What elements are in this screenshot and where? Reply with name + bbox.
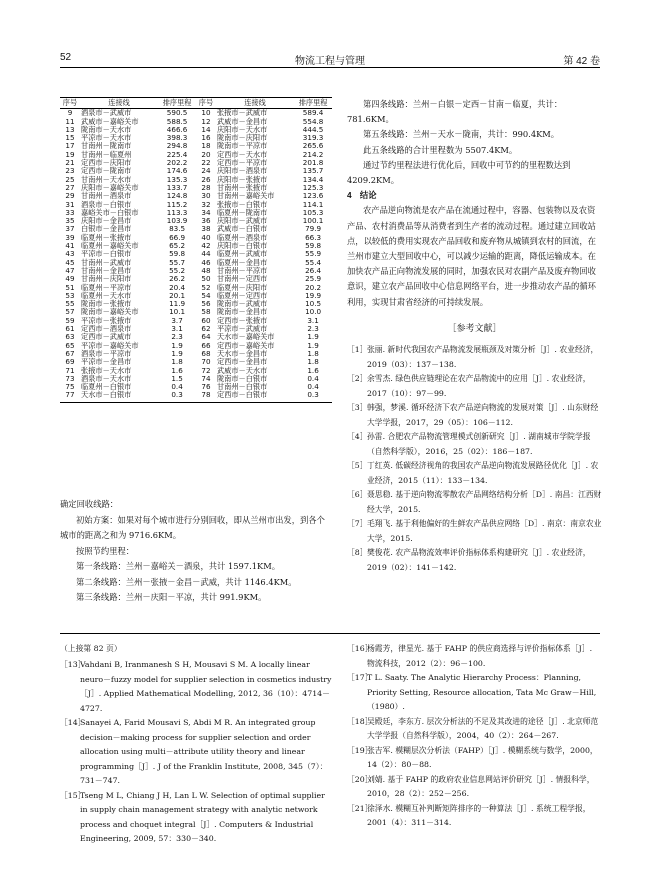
table-cell: 125.3 — [302, 182, 324, 192]
table-cell: 0.3 — [294, 391, 332, 402]
table-cell: 甘南州－金昌市 — [81, 265, 132, 275]
section-heading: 4 结论 — [347, 190, 377, 201]
table-cell: 26 — [201, 174, 211, 184]
table-cell: 定西市－平凉市 — [216, 158, 268, 168]
table-cell: 29 — [65, 191, 75, 201]
table-cell: 71 — [65, 365, 75, 375]
reference-item — [347, 773, 602, 802]
table-cell: 平凉市－武威市 — [216, 324, 268, 334]
table-cell: 50 — [201, 274, 211, 284]
table-cell: 398.3 — [166, 133, 188, 143]
journal-title: 物流工程与管理 — [295, 56, 365, 67]
table-cell: 武威市－白银市 — [216, 224, 268, 234]
table-cell: 100.1 — [302, 216, 324, 226]
reference-item — [347, 343, 602, 372]
table-cell: 甘南州－陇南市 — [81, 141, 132, 151]
table-cell: 定西市－庆阳市 — [81, 158, 132, 168]
table-cell: 庆阳市－嘉峪关市 — [81, 182, 139, 192]
paragraph: 按照节约里程： — [76, 545, 135, 556]
reference-number: ［7］ — [347, 519, 368, 529]
paragraph: 第一条线路：兰州－嘉峪关－酒泉，共计 1597.1KM。 — [76, 561, 281, 571]
table-cell: 甘南州－平凉市 — [216, 265, 268, 275]
table-cell: 38 — [201, 224, 211, 234]
table-cell: 58 — [201, 307, 211, 317]
table-cell: 甘南州－临夏州 — [81, 149, 132, 159]
table-cell: 31 — [65, 199, 75, 209]
references-list — [347, 642, 602, 831]
table-cell: 武威市－天水市 — [216, 365, 268, 375]
table-cell: 55 — [65, 299, 75, 309]
table-cell: 临夏州－庆阳市 — [216, 282, 268, 292]
reference-text: 张吉军. 模糊层次分析法（FAHP）［J］. 模糊系统与数学，2000，14（2）：80－88. — [367, 745, 598, 769]
reference-item — [60, 658, 332, 716]
table-cell: 1.5 — [171, 373, 183, 383]
volume-label: 第 42 卷 — [563, 56, 600, 67]
table-cell: 武威市－金昌市 — [216, 116, 268, 126]
table-cell: 66.3 — [305, 232, 322, 242]
table-cell: 10 — [201, 108, 211, 118]
reference-item — [347, 715, 602, 744]
reference-number: ［21］ — [347, 803, 373, 813]
table-cell: 77 — [60, 391, 80, 402]
table-cell: 20.1 — [169, 290, 186, 300]
table-cell: 1.9 — [307, 332, 319, 342]
reference-number: ［20］ — [347, 774, 373, 784]
table-cell: 30 — [201, 191, 211, 201]
reference-text: Tseng M L, Chiang J H, Lan L W. Selection of optimal supplier in supply chain management strategy with analytic network process and choquet integral［J］. Computers & Industrial Engineering, 2009, 57：330－340. — [80, 790, 325, 844]
table-cell: 1.8 — [307, 357, 319, 367]
table-cell: 酒泉市－白银市 — [81, 199, 132, 209]
table-cell: 3.7 — [171, 315, 183, 325]
table-row — [60, 391, 332, 402]
table-cell: 1.9 — [171, 340, 183, 350]
table-cell: 37 — [65, 224, 75, 234]
table-cell: 55.4 — [305, 257, 322, 267]
reference-number: ［3］ — [347, 403, 368, 413]
table-cell: 21 — [65, 158, 75, 168]
table-cell: 40 — [201, 232, 211, 242]
table-cell: 78 — [196, 391, 216, 402]
reference-item — [347, 459, 602, 488]
table-cell: 27 — [65, 182, 75, 192]
section-divider — [60, 633, 600, 634]
table-cell: 41 — [65, 241, 75, 251]
paragraph: 初始方案：如果对每个城市进行分别回收，即从兰州市出发，到各个城市的距离之和为 9716.6KM。 — [60, 514, 325, 540]
table-cell: 酒泉市－天水市 — [81, 373, 132, 383]
table-cell: 甘南州－酒泉市 — [81, 191, 132, 201]
table-cell: 20.2 — [305, 282, 322, 292]
table-cell: 64 — [201, 332, 211, 342]
table-header-cell: 排序里程 — [158, 98, 196, 109]
table-cell: 平凉市－金昌市 — [81, 357, 132, 367]
table-cell: 临夏州－张掖市 — [81, 232, 132, 242]
table-cell: 13 — [65, 124, 75, 134]
table-cell: 47 — [65, 265, 75, 275]
reference-text: 樊俊花. 农产品物流效率评价指标体系构建研究［J］. 农业经济，2019（02）：141－142. — [367, 548, 591, 572]
table-cell: 张掖市－武威市 — [216, 108, 268, 118]
table-cell: 武威市－嘉峪关市 — [81, 116, 139, 126]
reference-item — [347, 372, 602, 401]
table-cell: 123.6 — [302, 191, 324, 201]
table-cell: 23 — [65, 166, 75, 176]
continued-label: （上接第 82 页） — [60, 644, 122, 653]
table-cell: 1.8 — [171, 357, 183, 367]
table-cell: 甘南州－天水市 — [81, 174, 132, 184]
table-cell: 嘉峪关市－白银市 — [81, 207, 139, 217]
table-cell: 133.7 — [166, 182, 188, 192]
table-cell: 25.9 — [305, 274, 322, 284]
table-cell: 49 — [65, 274, 75, 284]
reference-text: 丁红英. 低碳经济视角的我国农产品逆向物流发展路径优化［J］. 农业经济，2015（11）：133－134. — [367, 461, 599, 485]
reference-item — [347, 488, 602, 517]
table-cell: 19.9 — [305, 290, 322, 300]
table-cell: 55.7 — [169, 257, 186, 267]
reference-number: ［4］ — [347, 432, 368, 442]
table-cell: 3.1 — [307, 315, 319, 325]
reference-item — [347, 401, 602, 430]
reference-item — [347, 802, 602, 831]
table-cell: 0.4 — [307, 373, 319, 383]
table-cell: 庆阳市－武威市 — [216, 216, 268, 226]
references-list — [347, 343, 602, 575]
table-cell: 10.0 — [305, 307, 322, 317]
table-cell: 45 — [65, 257, 75, 267]
reference-number: ［6］ — [347, 490, 368, 500]
table-cell: 庆阳市－金昌市 — [81, 216, 132, 226]
table-cell: 16 — [201, 133, 211, 143]
table-cell: 14 — [201, 124, 211, 134]
table-cell: 75 — [65, 382, 75, 392]
reference-number: ［13］ — [60, 660, 86, 670]
table-cell: 59.8 — [305, 241, 322, 251]
reference-text: 毛翔飞. 基于利他偏好的生鲜农产品供应网络［D］. 南京：南京农业大学，2015. — [367, 519, 602, 543]
table-cell: 74 — [201, 373, 211, 383]
reference-item — [347, 671, 602, 715]
reference-number: ［19］ — [347, 745, 373, 755]
table-cell: 17 — [65, 141, 75, 151]
references-list — [60, 658, 332, 847]
table-header-cell: 序号 — [60, 98, 80, 109]
table-cell: 天水市－嘉峪关市 — [216, 332, 275, 342]
table-header-cell: 排序里程 — [294, 98, 332, 109]
table-cell: 70 — [201, 357, 211, 367]
reference-item — [347, 430, 602, 459]
table-cell: 43 — [65, 249, 75, 259]
table-cell: 2.3 — [171, 332, 183, 342]
table-cell: 0.3 — [158, 391, 196, 402]
table-cell: 57 — [65, 307, 75, 317]
table-cell: 临夏州－金昌市 — [216, 257, 268, 267]
table-cell: 76 — [201, 382, 211, 392]
table-cell: 10.5 — [305, 299, 322, 309]
reference-number: ［14］ — [60, 718, 86, 728]
table-cell: 定西市－嘉峪关市 — [216, 340, 275, 350]
table-cell: 庆阳市－酒泉市 — [216, 166, 268, 176]
table-cell: 酒泉市－武威市 — [81, 108, 132, 118]
table-cell: 天水市－金昌市 — [216, 348, 268, 358]
table-cell: 平凉市－白银市 — [81, 249, 132, 259]
table-cell: 11.9 — [169, 299, 186, 309]
paragraph: 第四条线路：兰州－白银－定西－甘南－临夏，共计：781.6KM。 — [347, 99, 563, 125]
reference-text: 杨霞芳，律星光. 基于 FAHP 的供应商选择与评价指标体系［J］. 物流科技，2012（2）：96－100. — [367, 644, 593, 668]
table-cell: 265.6 — [302, 141, 324, 151]
table-cell: 平凉市－嘉峪关市 — [81, 340, 139, 350]
table-cell: 225.4 — [166, 149, 188, 159]
reference-number: ［17］ — [347, 673, 373, 682]
table-cell: 22 — [201, 158, 211, 168]
table-cell: 46 — [201, 257, 211, 267]
table-cell: 20.4 — [169, 282, 186, 292]
table-cell: 陇南市－天水市 — [81, 124, 132, 134]
reference-item — [347, 642, 602, 671]
table-cell: 庆阳市－白银市 — [216, 241, 268, 251]
table-cell: 12 — [201, 116, 211, 126]
table-cell: 68 — [201, 348, 211, 358]
table-cell: 83.5 — [169, 224, 186, 234]
table-cell: 庆阳市－张掖市 — [216, 174, 268, 184]
table-cell: 张掖市－天水市 — [81, 365, 132, 375]
reference-item — [60, 716, 332, 789]
table-cell: 63 — [65, 332, 75, 342]
table-cell: 294.8 — [166, 141, 188, 151]
table-cell: 临夏州－天水市 — [81, 290, 132, 300]
table-cell: 临夏州－陇南市 — [216, 207, 268, 217]
reference-number: ［15］ — [60, 790, 86, 800]
paragraph: 通过节约里程法进行优化后，回收中可节约的里程数达到 4209.2KM。 — [347, 159, 571, 186]
table-cell: 66.9 — [169, 232, 186, 242]
table-cell: 26.4 — [305, 265, 322, 275]
reference-number: ［16］ — [347, 644, 373, 653]
table-cell: 定西市－金昌市 — [216, 357, 268, 367]
table-cell: 59 — [65, 315, 75, 325]
table-cell: 11 — [65, 116, 75, 126]
reference-item — [347, 744, 602, 773]
reference-number: ［18］ — [347, 716, 373, 726]
table-cell: 陇南市－庆阳市 — [216, 133, 268, 143]
table-cell: 25 — [65, 174, 75, 184]
table-cell: 34 — [201, 207, 211, 217]
table-cell: 135.3 — [166, 174, 188, 184]
table-cell: 201.8 — [302, 158, 324, 168]
table-cell: 1.9 — [307, 340, 319, 350]
table-cell: 134.4 — [302, 174, 324, 184]
table-cell: 定西市－张掖市 — [216, 315, 268, 325]
header-rule — [60, 67, 600, 68]
table-cell: 214.2 — [302, 149, 324, 159]
table-cell: 39 — [65, 232, 75, 242]
table-cell: 55.9 — [305, 249, 322, 259]
reference-item — [60, 789, 332, 847]
table-cell: 2.3 — [307, 324, 319, 334]
table-cell: 酒泉市－平凉市 — [81, 348, 132, 358]
table-cell: 15 — [65, 133, 75, 143]
table-cell: 33 — [65, 207, 75, 217]
table-cell: 103.9 — [166, 216, 188, 226]
table-cell: 张掖市－白银市 — [216, 199, 268, 209]
continued-references-right — [347, 642, 602, 831]
table-cell: 26.2 — [169, 274, 186, 284]
table-cell: 65 — [65, 340, 75, 350]
table-cell: 甘南州－张掖市 — [216, 182, 268, 192]
table-cell: 59.8 — [169, 249, 186, 259]
table-cell: 48 — [201, 265, 211, 275]
reference-item — [347, 517, 602, 546]
table-cell: 定西市－白银市 — [216, 391, 294, 402]
reference-number: ［8］ — [347, 548, 368, 558]
reference-number: ［2］ — [347, 374, 368, 384]
table-cell: 202.2 — [166, 158, 188, 168]
table-cell: 65.2 — [169, 241, 186, 251]
reference-text: 徐泽水. 模糊互补判断矩阵排序的一种算法［J］. 系统工程学报，2001（4）：311－314. — [367, 803, 591, 827]
paragraph: 第五条线路：兰州－天水－陇南，共计：990.4KM。 — [363, 129, 560, 140]
table-cell: 72 — [201, 365, 211, 375]
table-header-row — [60, 98, 332, 109]
table-cell: 平凉市－天水市 — [81, 133, 132, 143]
table-cell: 0.4 — [171, 382, 183, 392]
table-cell: 174.6 — [166, 166, 188, 176]
reference-number: ［1］ — [347, 345, 368, 355]
reference-item — [347, 546, 602, 575]
table-cell: 甘南州－庆阳市 — [81, 274, 132, 284]
table-cell: 庆阳市－天水市 — [216, 124, 268, 134]
table-cell: 32 — [201, 199, 211, 209]
table-cell: 113.3 — [166, 207, 188, 217]
table-header-cell: 序号 — [196, 98, 216, 109]
table-cell: 56 — [201, 299, 211, 309]
table-cell: 51 — [65, 282, 75, 292]
table-cell: 135.7 — [302, 166, 324, 176]
paragraph: 农产品逆向物流是农产品在流通过程中，容器、包装物以及农资产品、农村消费品等从消费者到生产者的流动过程。通过建立回收站点，以较低的费用实现农产品回收和废弃物从城镇到农村的回流，在兰州市建立大型回收中心，可以减少运输的距离，降低运输成本。在加快农产品正向物流发展的同时，加强农民对农副产品及废弃物回收意识，建立农产品回收中心信息网络平台，进一步推动农产品的循环利用，实现甘肃省经济的可持续发展。 — [347, 205, 596, 307]
table-header-cell: 连接线 — [80, 98, 158, 109]
table-cell: 天水市－白银市 — [80, 391, 158, 402]
table-cell: 589.4 — [302, 108, 324, 118]
reference-text: 余雪杰. 绿色供应链理论在农产品物流中的应用［J］. 农业经济，2017（10）：97－99. — [367, 374, 591, 398]
table-cell: 临夏州－酒泉市 — [216, 232, 268, 242]
table-cell: 9 — [67, 108, 73, 118]
table-cell: 55.2 — [169, 265, 186, 275]
table-cell: 319.3 — [302, 133, 324, 143]
table-cell: 19 — [65, 149, 75, 159]
table-cell: 1.8 — [307, 348, 319, 358]
table-cell: 590.5 — [166, 108, 188, 118]
table-cell: 36 — [201, 216, 211, 226]
table-cell: 陇南市－平凉市 — [216, 141, 268, 151]
table-cell: 115.2 — [166, 199, 188, 209]
table-cell: 1.6 — [307, 365, 319, 375]
references-title: ［参考文献］ — [447, 323, 502, 334]
table-cell: 定西市－天水市 — [216, 149, 268, 159]
table-cell: 甘南州－嘉峪关市 — [216, 191, 275, 201]
savings-table — [60, 97, 332, 403]
table-cell: 554.8 — [302, 116, 324, 126]
table-body — [60, 109, 332, 402]
table-cell: 466.6 — [166, 124, 188, 134]
reference-text: 聂思稳. 基于逆向物流零散农产品网络结构分析［D］. 南昌：江西财经大学，2015. — [367, 490, 602, 514]
table-cell: 53 — [65, 290, 75, 300]
table-cell: 52 — [201, 282, 211, 292]
table-cell: 69 — [65, 357, 75, 367]
table-cell: 定西市－武威市 — [81, 332, 132, 342]
table-cell: 临夏州－白银市 — [81, 382, 132, 392]
table-cell: 甘南州－白银市 — [216, 382, 268, 392]
paragraph: 确定回收线路： — [60, 499, 119, 509]
reference-text: 韩强，梦溪. 循环经济下农产品逆向物流的发展对策［J］. 山东财经大学学报，2017，29（05）：106－112. — [367, 403, 599, 427]
table-cell: 62 — [201, 324, 211, 334]
reference-text: Vahdani B, Iranmanesh S H, Mousavi S M. A locally linear neuro－fuzzy model for supplier selection in cosmetics industry［J］. Applied Mathematical Modelling, 2012, 36（10）：4714－4727. — [80, 660, 332, 713]
reference-text: 刘婧. 基于 FAHP 的政府农业信息网站评价研究［J］. 情报科学，2010，28（2）：252－256. — [367, 774, 595, 798]
table-cell: 66 — [201, 340, 211, 350]
table-cell: 124.8 — [166, 191, 188, 201]
table-cell: 588.5 — [166, 116, 188, 126]
table-cell: 79.9 — [305, 224, 322, 234]
table-cell: 临夏州－武威市 — [216, 249, 268, 259]
table-cell: 105.3 — [302, 207, 324, 217]
table-cell: 1.9 — [171, 348, 183, 358]
table-cell: 陇南市－张掖市 — [81, 299, 132, 309]
reference-number: ［5］ — [347, 461, 368, 471]
right-column — [347, 97, 602, 575]
table-cell: 24 — [201, 166, 211, 176]
table-cell: 73 — [65, 373, 75, 383]
reference-text: Sanayei A, Farid Mousavi S, Abdi M R. An integrated group decision－making process for supplier selection and order allocation using multi－attribute utility theory and linear programming［J］. J of the Franklin Institute, 2008, 345（7）：731－747. — [80, 718, 328, 786]
table-cell: 陇南市－武威市 — [216, 299, 268, 309]
table-cell: 114.1 — [302, 199, 324, 209]
table-cell: 1.6 — [171, 365, 183, 375]
continued-references-left — [60, 642, 332, 847]
table-cell: 18 — [201, 141, 211, 151]
table-cell: 平凉市－张掖市 — [81, 315, 132, 325]
table-cell: 陇南市－嘉峪关市 — [81, 307, 139, 317]
table-cell: 44 — [201, 249, 211, 259]
table-header-cell: 连接线 — [216, 98, 294, 109]
table-cell: 甘南州－定西市 — [216, 274, 268, 284]
table-cell: 陇南市－金昌市 — [216, 307, 268, 317]
table-cell: 20 — [201, 149, 211, 159]
page-number: 52 — [60, 52, 72, 63]
table-cell: 54 — [201, 290, 211, 300]
reference-text: T L. Saaty. The Analytic Hierarchy Process：Planning, Priority Setting, Resource allocation, Tata Mc Graw－Hill,（1980）. — [367, 673, 597, 711]
reference-text: 张丽. 新时代我国农产品物流发展瓶颈及对策分析［J］. 农业经济，2019（03）：137－138. — [367, 345, 599, 369]
table-cell: 定西市－陇南市 — [81, 166, 132, 176]
table-cell: 白银市－金昌市 — [81, 224, 132, 234]
table-cell: 临夏州－嘉峪关市 — [81, 241, 139, 251]
table-cell: 临夏州－平凉市 — [81, 282, 132, 292]
table-cell: 42 — [201, 241, 211, 251]
table-cell: 0.4 — [307, 382, 319, 392]
page-header — [60, 52, 600, 66]
table-cell: 60 — [201, 315, 211, 325]
table-cell: 35 — [65, 216, 75, 226]
paragraph: 第三条线路：兰州－庆阳－平凉，共计 991.9KM。 — [76, 592, 267, 602]
table-cell: 3.1 — [171, 324, 183, 334]
table-cell: 定西市－酒泉市 — [81, 324, 132, 334]
reference-text: 吴殿廷，李东方. 层次分析法的不足及其改进的途径［J］. 北京师范大学学报（自然科学版），2004，40（2）：264－267. — [367, 716, 599, 740]
table-cell: 临夏州－定西市 — [216, 290, 268, 300]
paragraph: 第二条线路：兰州－张掖－金昌－武威，共计 1146.4KM。 — [76, 576, 297, 587]
table-cell: 67 — [65, 348, 75, 358]
table-cell: 61 — [65, 324, 75, 334]
table-cell: 10.1 — [169, 307, 186, 317]
table-cell: 444.5 — [302, 124, 324, 134]
table-cell: 陇南市－白银市 — [216, 373, 268, 383]
reference-text: 孙雷. 合肥农产品物流管理模式创新研究［J］. 湖南城市学院学报（自然科学版），2016，25（02）：186－187. — [367, 432, 591, 456]
paragraph: 此五条线路的合计里程数为 5507.4KM。 — [363, 144, 518, 155]
table-cell: 甘南州－武威市 — [81, 257, 132, 267]
table-cell: 28 — [201, 182, 211, 192]
left-body-text — [60, 497, 332, 606]
